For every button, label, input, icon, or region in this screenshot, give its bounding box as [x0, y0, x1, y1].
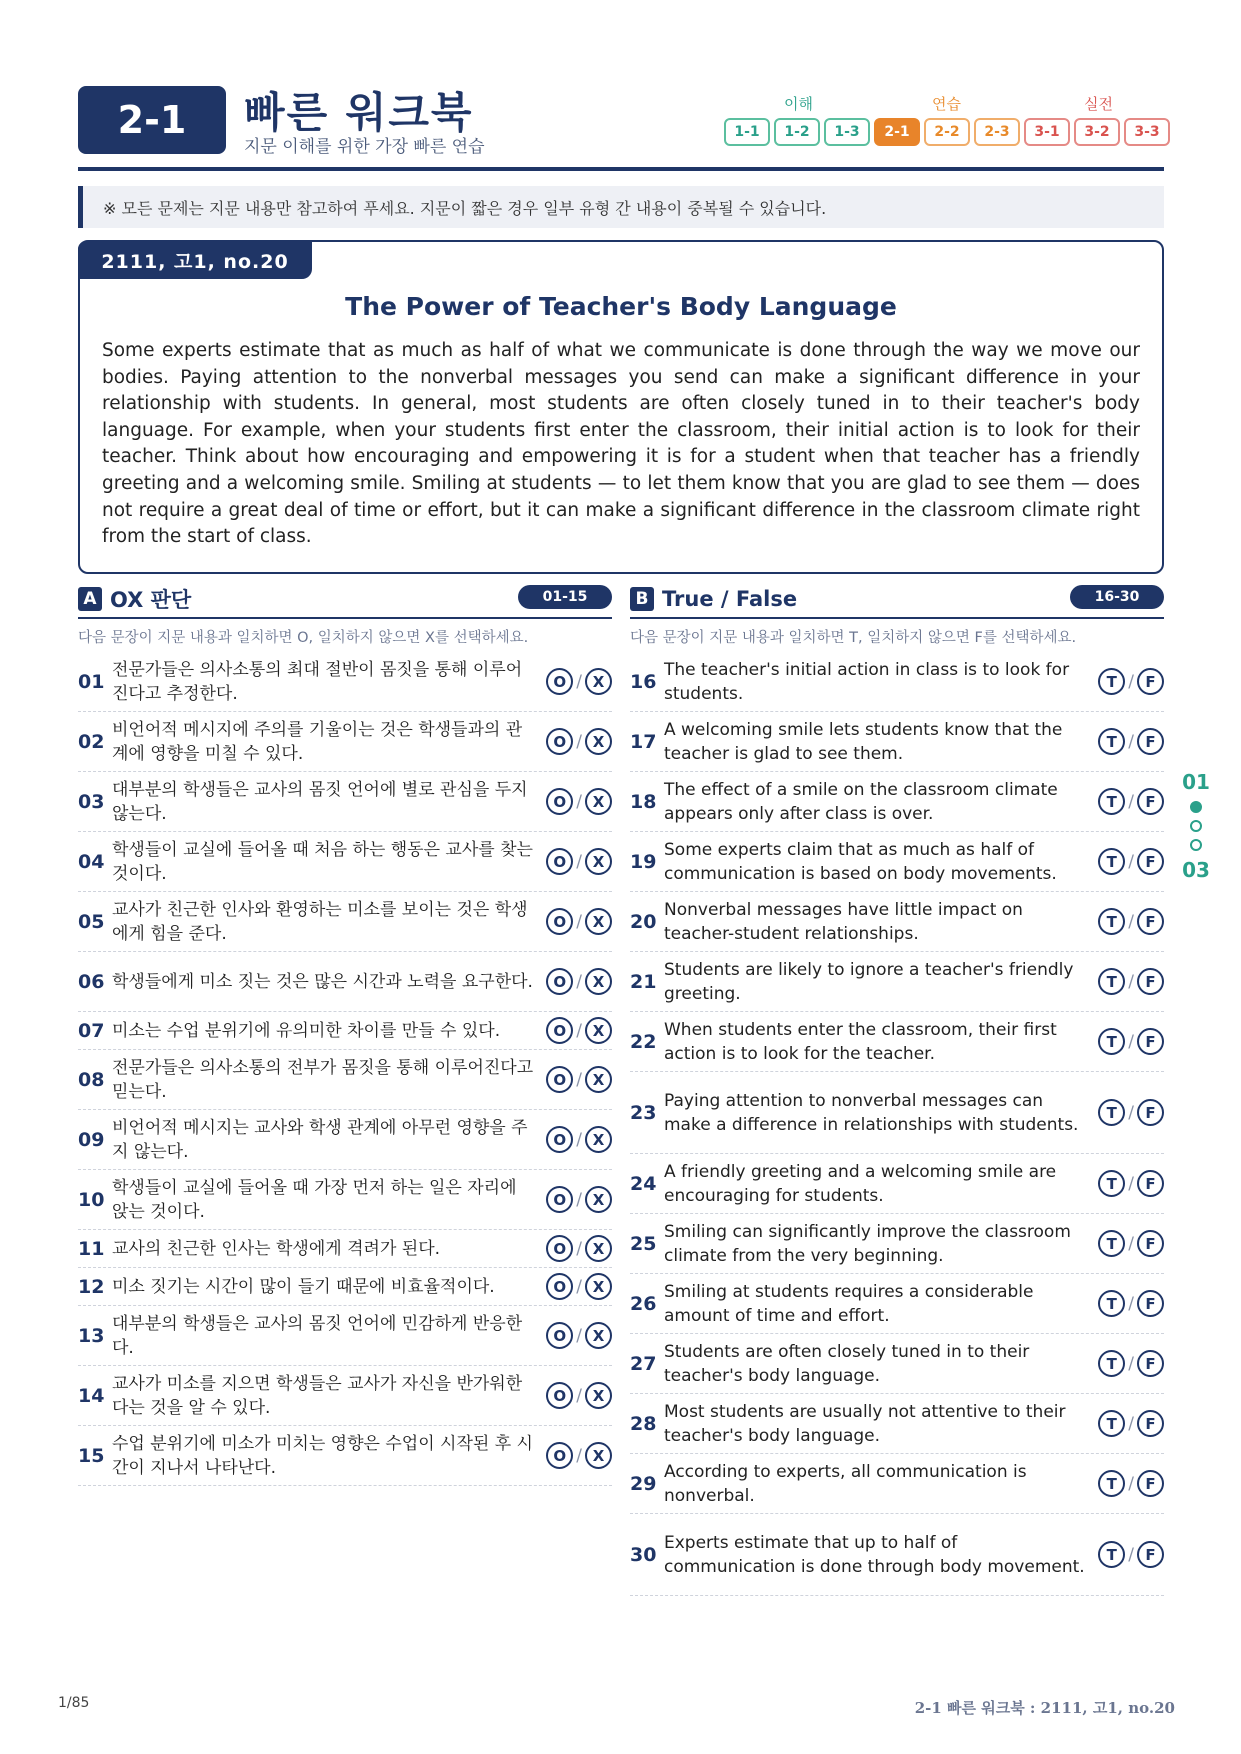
- question-row: [630, 1454, 1164, 1514]
- answer-option-o[interactable]: O: [546, 968, 573, 995]
- answer-option-o[interactable]: O: [546, 1322, 573, 1349]
- answer-option-o[interactable]: O: [546, 668, 573, 695]
- section-a-divider: [78, 617, 612, 619]
- question-row: [78, 1230, 612, 1268]
- question-row: [630, 892, 1164, 952]
- answer-option-f[interactable]: F: [1137, 668, 1164, 695]
- option-separator: /: [576, 1129, 582, 1150]
- side-progress-indicator: [1176, 770, 1216, 882]
- footer-label: 2-1 빠른 워크북 : 2111, 고1, no.20: [914, 1699, 1175, 1717]
- answer-option-x[interactable]: X: [585, 1273, 612, 1300]
- question-row: [78, 952, 612, 1012]
- answer-option-f[interactable]: F: [1137, 908, 1164, 935]
- answer-option-t[interactable]: T: [1098, 1170, 1125, 1197]
- answer-option-t[interactable]: T: [1098, 1541, 1125, 1568]
- answer-options: [542, 1017, 612, 1044]
- answer-option-x[interactable]: X: [585, 1382, 612, 1409]
- question-row: [630, 1274, 1164, 1334]
- answer-options: [1094, 1290, 1164, 1317]
- answer-option-f[interactable]: F: [1137, 1099, 1164, 1126]
- answer-option-o[interactable]: O: [546, 1235, 573, 1262]
- question-row: [630, 952, 1164, 1012]
- question-number: 29: [630, 1472, 657, 1495]
- question-text: When students enter the classroom, their first action is to look for the teacher.: [664, 1019, 1057, 1064]
- answer-option-t[interactable]: T: [1098, 788, 1125, 815]
- answer-option-x[interactable]: X: [585, 968, 612, 995]
- question-row: [630, 1072, 1164, 1154]
- answer-option-t[interactable]: T: [1098, 1230, 1125, 1257]
- answer-option-o[interactable]: O: [546, 908, 573, 935]
- question-number: 11: [78, 1237, 105, 1260]
- question-number: 16: [630, 670, 657, 693]
- answer-option-x[interactable]: X: [585, 1017, 612, 1044]
- level-tab-1-3[interactable]: 1-3: [824, 118, 870, 146]
- answer-option-x[interactable]: X: [585, 1235, 612, 1262]
- answer-option-x[interactable]: X: [585, 788, 612, 815]
- question-row: [78, 1366, 612, 1426]
- question-text: 대부분의 학생들은 교사의 몸짓 언어에 별로 관심을 두지 않는다.: [112, 779, 528, 824]
- question-text: 교사가 미소를 지으면 학생들은 교사가 자신을 반가워한다는 것을 알 수 있다.: [112, 1373, 523, 1418]
- question-text: According to experts, all communication is nonverbal.: [664, 1461, 1027, 1506]
- answer-option-t[interactable]: T: [1098, 1410, 1125, 1437]
- answer-options: [1094, 1099, 1164, 1126]
- question-row: [78, 1050, 612, 1110]
- answer-option-o[interactable]: O: [546, 1066, 573, 1093]
- category-label-real: 실전: [1084, 95, 1113, 113]
- level-tab-2-3[interactable]: 2-3: [974, 118, 1020, 146]
- answer-option-f[interactable]: F: [1137, 1350, 1164, 1377]
- question-text: Smiling can significantly improve the classroom climate from the very beginning.: [664, 1221, 1071, 1266]
- question-row: [78, 1426, 612, 1486]
- answer-option-f[interactable]: F: [1137, 1410, 1164, 1437]
- question-row: [630, 1514, 1164, 1596]
- question-number: 18: [630, 790, 657, 813]
- answer-options: [1094, 1350, 1164, 1377]
- answer-option-x[interactable]: X: [585, 1442, 612, 1469]
- answer-options: [1094, 1410, 1164, 1437]
- answer-option-o[interactable]: O: [546, 1186, 573, 1213]
- question-row: [630, 652, 1164, 712]
- category-label-practice: 연습: [932, 95, 961, 113]
- option-separator: /: [1128, 851, 1134, 872]
- answer-option-x[interactable]: X: [585, 1066, 612, 1093]
- answer-options: [1094, 1230, 1164, 1257]
- answer-options: [542, 1382, 612, 1409]
- question-number: 05: [78, 910, 105, 933]
- level-tab-1-1[interactable]: 1-1: [724, 118, 770, 146]
- question-text: Students are often closely tuned in to their teacher's body language.: [664, 1341, 1030, 1386]
- option-separator: /: [576, 731, 582, 752]
- question-row: [630, 712, 1164, 772]
- option-separator: /: [576, 671, 582, 692]
- question-number: 13: [78, 1324, 105, 1347]
- answer-options: [542, 848, 612, 875]
- question-text: Smiling at students requires a considerable amount of time and effort.: [664, 1281, 1034, 1326]
- question-number: 08: [78, 1068, 105, 1091]
- question-text: Students are likely to ignore a teacher's friendly greeting.: [664, 959, 1074, 1004]
- answer-option-t[interactable]: T: [1098, 668, 1125, 695]
- answer-option-t[interactable]: T: [1098, 1350, 1125, 1377]
- answer-option-f[interactable]: F: [1137, 728, 1164, 755]
- question-number: 12: [78, 1275, 105, 1298]
- section-b-header: [630, 585, 797, 613]
- passage-text: Some experts estimate that as much as half of what we communicate is done through the way we move our bodies. Paying attention to the nonverbal messages you send can make a significant difference in your relationship with students. In general, most students are often closely tuned in to their teacher's body language. For example, when your students first enter the classroom, their initial action is to look for their teacher. Think about how encouraging and empowering it is for a student when that teacher has a friendly greeting and a welcoming smile. Smiling at students — to let them know that you are glad to see them — does not require a great deal of time or effort, but it can make a significant difference in the classroom climate right from the start of class.: [102, 340, 1140, 548]
- question-text: A welcoming smile lets students know that the teacher is glad to see them.: [664, 719, 1063, 764]
- question-number: 14: [78, 1384, 105, 1407]
- answer-option-x[interactable]: X: [585, 848, 612, 875]
- passage-title: The Power of Teacher's Body Language: [345, 292, 897, 321]
- question-number: 21: [630, 970, 657, 993]
- question-text: 전문가들은 의사소통의 전부가 몸짓을 통해 이루어진다고 믿는다.: [112, 1057, 534, 1102]
- level-tab-3-1[interactable]: 3-1: [1024, 118, 1070, 146]
- option-separator: /: [1128, 1173, 1134, 1194]
- option-separator: /: [1128, 791, 1134, 812]
- question-number: 06: [78, 970, 105, 993]
- answer-option-o[interactable]: O: [546, 1273, 573, 1300]
- answer-option-t[interactable]: T: [1098, 848, 1125, 875]
- option-separator: /: [576, 851, 582, 872]
- level-tab-2-1[interactable]: 2-1: [874, 118, 920, 146]
- unit-badge: 2-1: [78, 86, 226, 154]
- side-indicator-bottom: 03: [1182, 858, 1210, 882]
- answer-options: [542, 1322, 612, 1349]
- answer-options: [1094, 1028, 1164, 1055]
- answer-option-x[interactable]: X: [585, 908, 612, 935]
- option-separator: /: [576, 791, 582, 812]
- level-tabs: [724, 118, 1170, 146]
- option-separator: /: [576, 1276, 582, 1297]
- section-b-question-list: [630, 652, 1164, 1596]
- option-separator: /: [576, 1445, 582, 1466]
- answer-option-f[interactable]: F: [1137, 1170, 1164, 1197]
- level-tab-3-2[interactable]: 3-2: [1074, 118, 1120, 146]
- answer-option-f[interactable]: F: [1137, 968, 1164, 995]
- answer-option-f[interactable]: F: [1137, 1470, 1164, 1497]
- option-separator: /: [1128, 671, 1134, 692]
- question-number: 02: [78, 730, 105, 753]
- answer-options: [1094, 908, 1164, 935]
- question-number: 23: [630, 1101, 657, 1124]
- level-tab-2-2[interactable]: 2-2: [924, 118, 970, 146]
- category-label-understand: 이해: [784, 95, 813, 113]
- option-separator: /: [576, 1325, 582, 1346]
- question-row: [78, 1306, 612, 1366]
- answer-option-f[interactable]: F: [1137, 1230, 1164, 1257]
- option-separator: /: [576, 1020, 582, 1041]
- question-row: [78, 652, 612, 712]
- section-a-range: 01-15: [518, 585, 612, 609]
- option-separator: /: [576, 1069, 582, 1090]
- option-separator: /: [1128, 731, 1134, 752]
- answer-options: [542, 908, 612, 935]
- option-separator: /: [1128, 1102, 1134, 1123]
- question-row: [630, 1394, 1164, 1454]
- question-text: The effect of a smile on the classroom climate appears only after class is over.: [664, 779, 1058, 824]
- option-separator: /: [1128, 1413, 1134, 1434]
- option-separator: /: [576, 911, 582, 932]
- option-separator: /: [576, 971, 582, 992]
- section-b-divider: [630, 617, 1164, 619]
- answer-option-f[interactable]: F: [1137, 1290, 1164, 1317]
- answer-options: [1094, 668, 1164, 695]
- level-tab-1-2[interactable]: 1-2: [774, 118, 820, 146]
- question-row: [78, 712, 612, 772]
- progress-dot-3: [1190, 839, 1202, 851]
- question-number: 28: [630, 1412, 657, 1435]
- question-text: Most students are usually not attentive to their teacher's body language.: [664, 1401, 1066, 1446]
- answer-options: [542, 1442, 612, 1469]
- option-separator: /: [1128, 971, 1134, 992]
- question-row: [78, 832, 612, 892]
- question-text: 학생들이 교실에 들어올 때 가장 먼저 하는 일은 자리에 앉는 것이다.: [112, 1177, 517, 1222]
- question-number: 10: [78, 1188, 105, 1211]
- option-separator: /: [1128, 1544, 1134, 1565]
- answer-option-t[interactable]: T: [1098, 968, 1125, 995]
- answer-option-x[interactable]: X: [585, 668, 612, 695]
- answer-options: [542, 1273, 612, 1300]
- section-a-question-list: [78, 652, 612, 1486]
- section-b-title: True / False: [662, 587, 798, 611]
- answer-option-t[interactable]: T: [1098, 728, 1125, 755]
- question-number: 01: [78, 670, 105, 693]
- progress-dot-2: [1190, 820, 1202, 832]
- side-indicator-top: 01: [1182, 770, 1210, 794]
- question-number: 20: [630, 910, 657, 933]
- option-separator: /: [1128, 911, 1134, 932]
- question-text: Nonverbal messages have little impact on teacher-student relationships.: [664, 899, 1023, 944]
- question-row: [78, 892, 612, 952]
- option-separator: /: [576, 1189, 582, 1210]
- question-number: 30: [630, 1543, 657, 1566]
- answer-options: [1094, 1541, 1164, 1568]
- answer-option-o[interactable]: O: [546, 728, 573, 755]
- section-a-title: OX 판단: [110, 588, 192, 612]
- answer-option-t[interactable]: T: [1098, 1028, 1125, 1055]
- option-separator: /: [1128, 1293, 1134, 1314]
- question-text: 대부분의 학생들은 교사의 몸짓 언어에 민감하게 반응한다.: [112, 1313, 523, 1358]
- answer-options: [542, 1235, 612, 1262]
- header-divider: [78, 167, 1164, 171]
- page-subtitle: 지문 이해를 위한 가장 빠른 연습: [244, 137, 485, 157]
- section-a-instruction: 다음 문장이 지문 내용과 일치하면 O, 일치하지 않으면 X를 선택하세요.: [78, 630, 529, 646]
- question-text: Experts estimate that up to half of communication is done through body movement.: [664, 1532, 1085, 1577]
- question-number: 26: [630, 1292, 657, 1315]
- question-text: 비언어적 메시지는 교사와 학생 관계에 아무런 영향을 주지 않는다.: [112, 1117, 528, 1162]
- question-row: [78, 1110, 612, 1170]
- answer-options: [542, 668, 612, 695]
- option-separator: /: [1128, 1353, 1134, 1374]
- answer-options: [1094, 1470, 1164, 1497]
- question-text: 학생들이 교실에 들어올 때 처음 하는 행동은 교사를 찾는 것이다.: [112, 839, 533, 884]
- answer-options: [1094, 728, 1164, 755]
- question-text: Paying attention to nonverbal messages can make a difference in relationships with students.: [664, 1090, 1079, 1135]
- answer-option-x[interactable]: X: [585, 1186, 612, 1213]
- question-number: 25: [630, 1232, 657, 1255]
- question-number: 27: [630, 1352, 657, 1375]
- answer-options: [542, 1186, 612, 1213]
- question-row: [78, 1268, 612, 1306]
- question-row: [78, 1170, 612, 1230]
- section-b-range: 16-30: [1070, 585, 1164, 609]
- answer-option-t[interactable]: T: [1098, 908, 1125, 935]
- question-row: [78, 1012, 612, 1050]
- question-number: 19: [630, 850, 657, 873]
- question-text: 학생들에게 미소 짓는 것은 많은 시간과 노력을 요구한다.: [112, 971, 533, 992]
- passage-source-tag: 2111, 고1, no.20: [78, 241, 312, 279]
- section-a-header: [78, 585, 191, 613]
- page-title: 빠른 워크북: [244, 88, 474, 137]
- question-number: 09: [78, 1128, 105, 1151]
- question-text: 교사의 친근한 인사는 학생에게 격려가 된다.: [112, 1238, 441, 1259]
- question-number: 24: [630, 1172, 657, 1195]
- question-text: 미소는 수업 분위기에 유의미한 차이를 만들 수 있다.: [112, 1020, 501, 1041]
- answer-options: [542, 1126, 612, 1153]
- option-separator: /: [576, 1385, 582, 1406]
- answer-option-o[interactable]: O: [546, 1017, 573, 1044]
- progress-dot-1: [1190, 801, 1202, 813]
- question-number: 04: [78, 850, 105, 873]
- question-row: [630, 1154, 1164, 1214]
- question-row: [630, 1012, 1164, 1072]
- answer-option-f[interactable]: F: [1137, 1028, 1164, 1055]
- answer-option-o[interactable]: O: [546, 1382, 573, 1409]
- answer-options: [1094, 788, 1164, 815]
- answer-option-t[interactable]: T: [1098, 1099, 1125, 1126]
- answer-options: [1094, 848, 1164, 875]
- section-a-letter: A: [78, 587, 102, 611]
- answer-options: [542, 788, 612, 815]
- question-number: 07: [78, 1019, 105, 1042]
- answer-option-x[interactable]: X: [585, 1322, 612, 1349]
- question-number: 22: [630, 1030, 657, 1053]
- answer-options: [542, 968, 612, 995]
- section-b-letter: B: [630, 587, 654, 611]
- answer-options: [542, 728, 612, 755]
- answer-option-t[interactable]: T: [1098, 1290, 1125, 1317]
- question-number: 17: [630, 730, 657, 753]
- question-row: [630, 772, 1164, 832]
- question-text: A friendly greeting and a welcoming smile are encouraging for students.: [664, 1161, 1057, 1206]
- option-separator: /: [576, 1238, 582, 1259]
- question-text: 전문가들은 의사소통의 최대 절반이 몸짓을 통해 이루어진다고 추정한다.: [112, 659, 523, 704]
- question-row: [630, 832, 1164, 892]
- question-text: Some experts claim that as much as half of communication is based on body movements.: [664, 839, 1057, 884]
- notice-banner: ※ 모든 문제는 지문 내용만 참고하여 푸세요. 지문이 짧은 경우 일부 유형 간 내용이 중복될 수 있습니다.: [78, 186, 1164, 228]
- question-row: [78, 772, 612, 832]
- answer-options: [1094, 1170, 1164, 1197]
- option-separator: /: [1128, 1031, 1134, 1052]
- answer-option-x[interactable]: X: [585, 1126, 612, 1153]
- level-tab-3-3[interactable]: 3-3: [1124, 118, 1170, 146]
- page-number: 1/85: [58, 1695, 90, 1711]
- answer-options: [542, 1066, 612, 1093]
- answer-option-f[interactable]: F: [1137, 848, 1164, 875]
- question-number: 03: [78, 790, 105, 813]
- answer-option-t[interactable]: T: [1098, 1470, 1125, 1497]
- section-b-instruction: 다음 문장이 지문 내용과 일치하면 T, 일치하지 않으면 F를 선택하세요.: [630, 630, 1077, 646]
- question-number: 15: [78, 1444, 105, 1467]
- question-row: [630, 1214, 1164, 1274]
- question-text: 수업 분위기에 미소가 미치는 영향은 수업이 시작된 후 시간이 지나서 나타난다.: [112, 1433, 533, 1478]
- question-text: 교사가 친근한 인사와 환영하는 미소를 보이는 것은 학생에게 힘을 준다.: [112, 899, 528, 944]
- answer-option-x[interactable]: X: [585, 728, 612, 755]
- question-text: 비언어적 메시지에 주의를 기울이는 것은 학생들과의 관계에 영향을 미칠 수 있다.: [112, 719, 523, 764]
- question-text: The teacher's initial action in class is to look for students.: [664, 659, 1070, 704]
- question-text: 미소 짓기는 시간이 많이 들기 때문에 비효율적이다.: [112, 1276, 495, 1297]
- option-separator: /: [1128, 1473, 1134, 1494]
- answer-option-o[interactable]: O: [546, 1442, 573, 1469]
- answer-option-f[interactable]: F: [1137, 1541, 1164, 1568]
- answer-option-o[interactable]: O: [546, 1126, 573, 1153]
- answer-option-f[interactable]: F: [1137, 788, 1164, 815]
- answer-options: [1094, 968, 1164, 995]
- question-row: [630, 1334, 1164, 1394]
- answer-option-o[interactable]: O: [546, 848, 573, 875]
- answer-option-o[interactable]: O: [546, 788, 573, 815]
- option-separator: /: [1128, 1233, 1134, 1254]
